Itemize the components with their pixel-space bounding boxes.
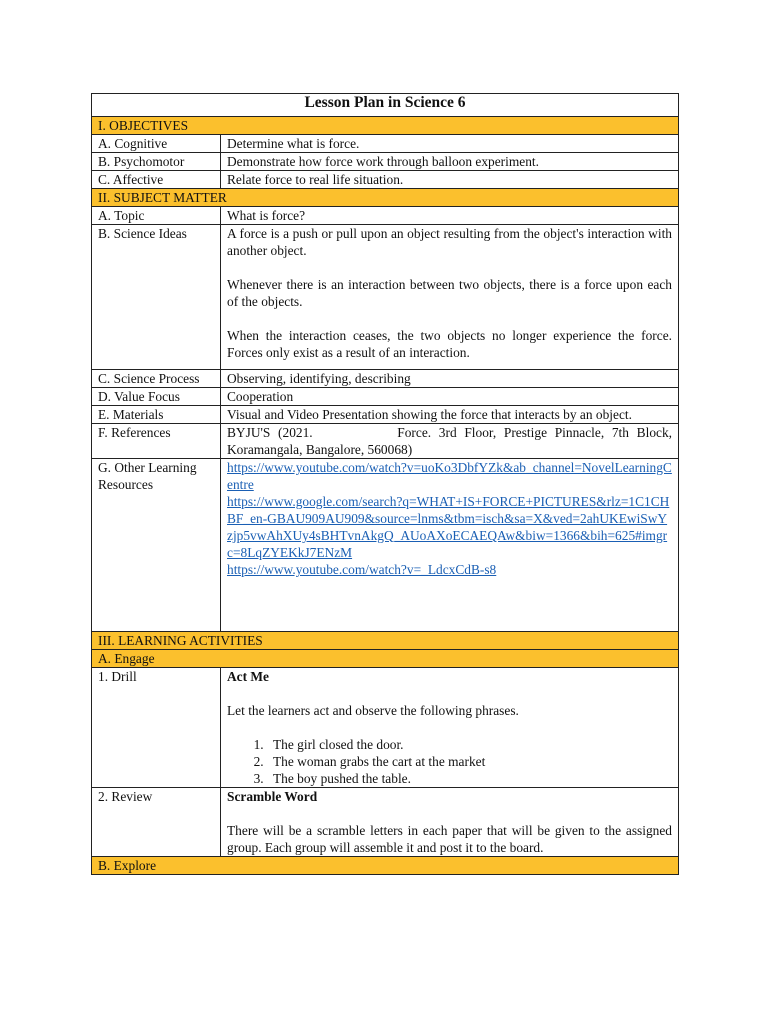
row-label: G. Other Learning Resources [92,459,221,632]
page-title: Lesson Plan in Science 6 [92,94,679,117]
table-row [92,370,679,388]
drill-list [227,736,672,787]
row-label: 1. Drill [92,668,221,788]
row-label: A. Topic [92,207,221,225]
row-value: Visual and Video Presentation showing the force that interacts by an object. [221,406,679,424]
table-row [92,207,679,225]
row-value: Cooperation [221,388,679,406]
section-objectives: I. OBJECTIVES [92,117,679,135]
list-item: 1. The girl closed the door. [267,736,672,753]
row-label: E. Materials [92,406,221,424]
row-label: B. Science Ideas [92,225,221,370]
row-label: A. Cognitive [92,135,221,153]
science-idea-paragraph: A force is a push or pull upon an object resulting from the object's interaction with another object. [227,226,672,258]
lesson-plan-table [91,93,679,875]
row-value: Observing, identifying, describing [221,370,679,388]
resource-link[interactable]: https://www.youtube.com/watch?v=_LdcxCdB-s8 [227,562,497,577]
references-value: BYJU'S (2021. Force. 3rd Floor, Prestige Pinnacle, 7th Block, Koramangala, Bangalore, 560068) [221,424,679,459]
science-ideas-cell [221,225,679,370]
row-value: What is force? [221,207,679,225]
table-row [92,135,679,153]
table-row [92,153,679,171]
review-cell [221,788,679,857]
resource-link[interactable]: https://www.google.com/search?q=WHAT+IS+FORCE+PICTURES&rlz=1C1CHBF_en-GBAU909AU909&source=lnms&tbm=isch&sa=X&ved=2ahUKEwiSwYzjp5vwAhXUy4sBHTvnAkgQ_AUoAXoECAEQAw&biw=1366&bih=625#imgrc=8LqZYEKkJ7ENzM [227,494,670,560]
row-label: B. Psychomotor [92,153,221,171]
drill-cell [221,668,679,788]
table-row [92,171,679,189]
review-text: There will be a scramble letters in each paper that will be given to the assigned group. Each group will assemble it and post it to the board. [227,823,672,855]
science-idea-paragraph: Whenever there is an interaction between two objects, there is a force upon each of the objects. [227,277,672,309]
row-value: Demonstrate how force work through balloon experiment. [221,153,679,171]
row-label: F. References [92,424,221,459]
drill-title: Act Me [227,669,270,684]
review-title: Scramble Word [227,789,318,804]
section-subject-matter: II. SUBJECT MATTER [92,189,679,207]
table-row [92,388,679,406]
list-item: 2. The woman grabs the cart at the market [267,753,672,770]
table-row [92,459,679,632]
row-value: Determine what is force. [221,135,679,153]
row-label: C. Affective [92,171,221,189]
drill-intro: Let the learners act and observe the following phrases. [227,703,519,718]
list-item: 3. The boy pushed the table. [267,770,672,787]
table-row [92,668,679,788]
table-row [92,406,679,424]
row-label: 2. Review [92,788,221,857]
table-row [92,424,679,459]
table-row [92,225,679,370]
resources-cell [221,459,679,632]
science-idea-paragraph: When the interaction ceases, the two objects no longer experience the force. Forces only exist as a result of an interaction. [227,328,672,360]
row-label: D. Value Focus [92,388,221,406]
resource-link[interactable]: https://www.youtube.com/watch?v=uoKo3DbfYZk&ab_channel=NovelLearningCentre [227,460,672,492]
row-label: C. Science Process [92,370,221,388]
subsection-engage: A. Engage [92,650,679,668]
table-row [92,788,679,857]
subsection-explore: B. Explore [92,857,679,875]
row-value: Relate force to real life situation. [221,171,679,189]
section-learning-activities: III. LEARNING ACTIVITIES [92,632,679,650]
